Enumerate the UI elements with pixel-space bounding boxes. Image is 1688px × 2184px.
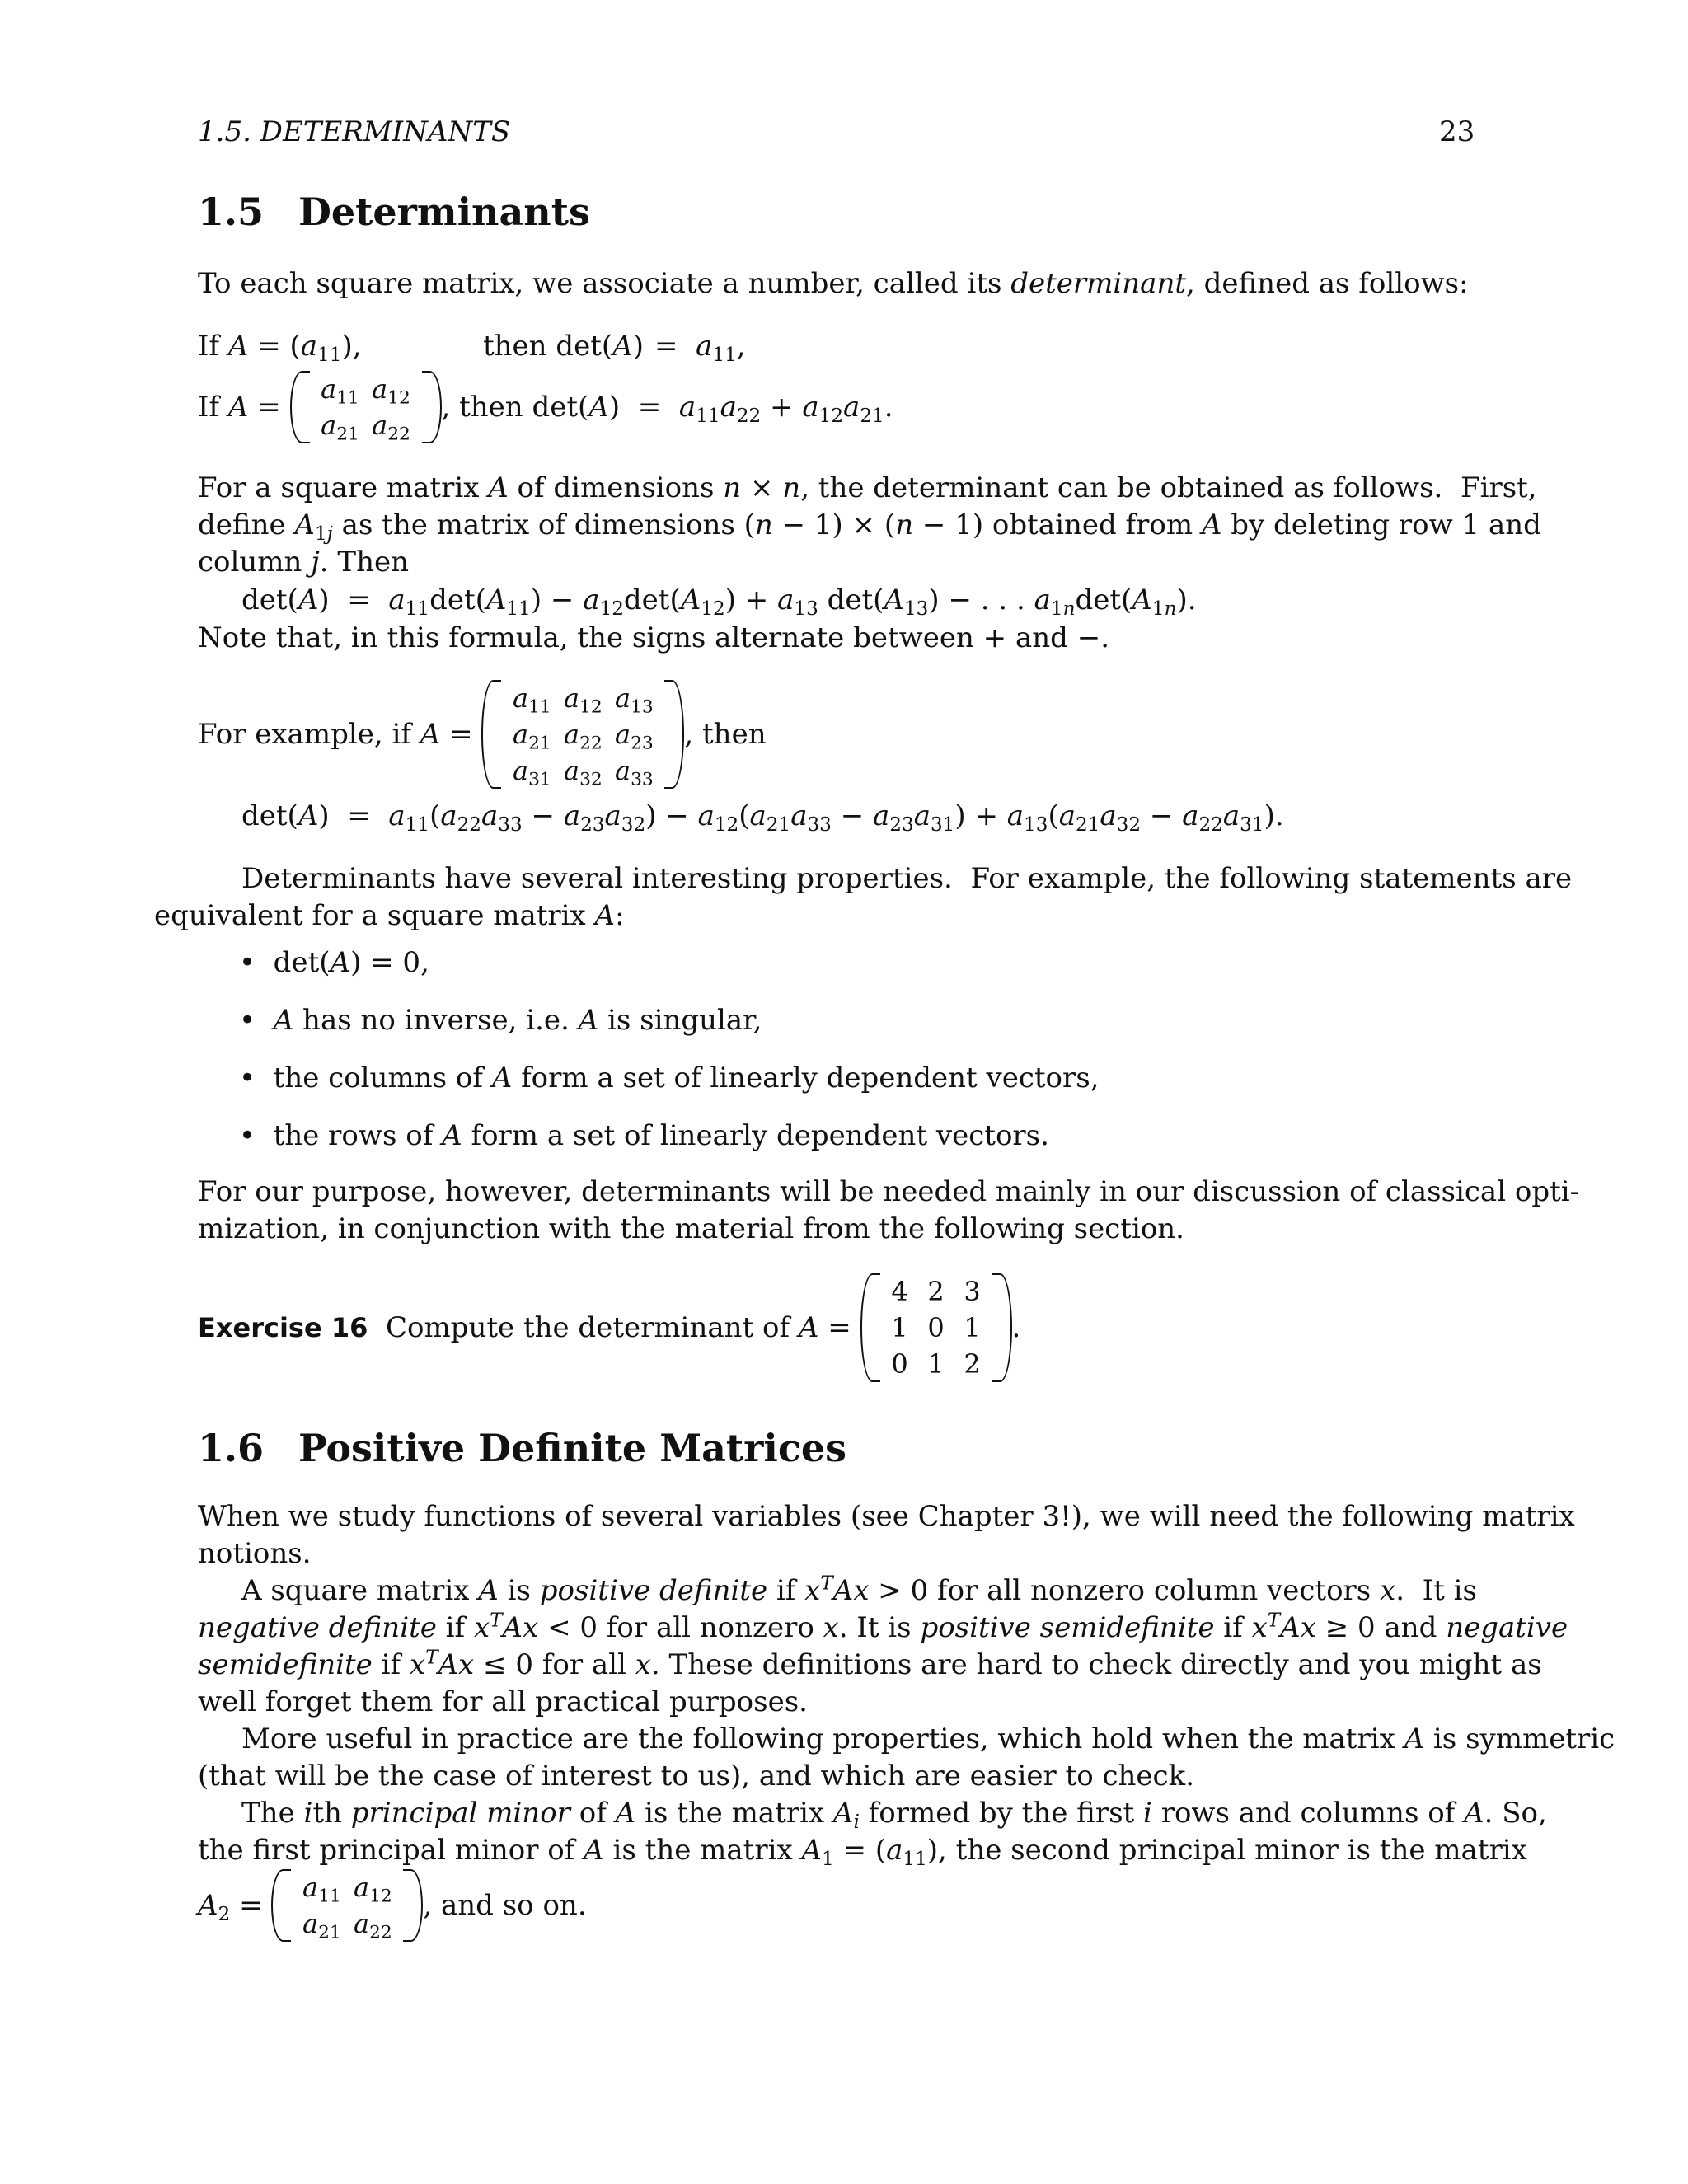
intro-paragraph — [198, 265, 1469, 302]
matrix-entry: 3 — [964, 1276, 981, 1307]
properties-paragraph: Determinants have several interesting properties. For example, the following statements are equivalent for a square matrix A: — [154, 862, 1573, 932]
matrix-3x3 — [481, 680, 684, 789]
section-number: 1.6 — [198, 1426, 265, 1470]
matrix-entry: 1 — [964, 1312, 981, 1343]
useful-paragraph: More useful in practice are the following properties, which hold when the matrix A is symmetric (that will be the case of interest to us), and which are easier to check. — [198, 1722, 1615, 1793]
matrix-entry: 1 — [927, 1348, 945, 1380]
a2-lhs: $A_2$ = — [198, 1888, 272, 1925]
formula-expansion: $\det(A) = a_{11}\det(A_{11}) - a_{12}\det(A_{12}) + a_{13}$ $\det(A_{13})$ − . . . $a_{1n}\det(A_{1n})$. — [241, 583, 1197, 620]
matrix-entry: 0 — [891, 1348, 908, 1380]
matrix-entry: $a_{33}$ — [615, 755, 654, 790]
matrix-entry: 1 — [891, 1312, 908, 1343]
left-paren — [860, 1273, 880, 1382]
definition-1x1: If $A = (a_{11})$, — [198, 330, 362, 366]
matrix-entry: $a_{11}$ — [321, 373, 359, 409]
matrix-entry: $a_{32}$ — [564, 755, 603, 790]
bullet-item: • the columns of A form a set of linearly dependent vectors, — [239, 1062, 1100, 1094]
example-lead: For example, if A = — [198, 717, 482, 751]
purpose-line-2: mization, in conjunction with the material from the following section. — [198, 1212, 1184, 1245]
bullet-item: • A has no inverse, i.e. A is singular, — [239, 1004, 762, 1037]
intro-text: To each square matrix, we associate a number, called its — [198, 267, 1011, 300]
matrix-2x2 — [290, 371, 442, 443]
term-determinant: determinant — [1010, 267, 1186, 300]
left-paren — [271, 1869, 291, 1942]
matrix-entry: 2 — [927, 1276, 945, 1307]
purpose-line-1: For our purpose, however, determinants will be needed mainly in our discussion of classical opti- — [198, 1175, 1580, 1208]
formula-3x3: $\det(A) = a_{11}(a_{22}a_{33} - a_{23}a_{32}) - a_{12}(a_{21}a_{33} - a_{23}a_{31}) + a_{13}(a_{21}a_{32} - a_{22}a_{31})$. — [241, 799, 1284, 836]
a2-tail: , and so on. — [423, 1888, 587, 1922]
sec16-intro — [198, 1498, 1575, 1572]
definition-1x1-rhs: = $a_{11}$, — [654, 330, 746, 366]
bullet-dot: • — [239, 1062, 256, 1094]
note-alternate: Note that, in this formula, the signs alternate between + and −. — [198, 621, 1109, 654]
matrix-entry: $a_{23}$ — [615, 719, 654, 754]
matrix-entry: $a_{11}$ — [513, 682, 551, 718]
running-header: 1.5. DETERMINANTS — [198, 115, 511, 148]
matrix-entry: $a_{22}$ — [564, 719, 603, 754]
purpose-paragraph — [198, 1174, 1579, 1248]
example-3x3 — [198, 680, 767, 789]
exercise-16 — [198, 1273, 1020, 1382]
bullet-item: • the rows of A form a set of linearly dependent vectors. — [239, 1119, 1049, 1152]
section-title: Determinants — [298, 190, 590, 234]
bullet-item: • det(A) = 0, — [239, 946, 429, 979]
matrix-entry: $a_{11}$ — [302, 1872, 341, 1907]
matrix-entry: $a_{21}$ — [513, 719, 551, 754]
matrix-entry: $a_{22}$ — [372, 410, 410, 445]
example-then: , then — [684, 717, 767, 751]
matrix-entry: $a_{12}$ — [353, 1872, 392, 1907]
bullet-dot: • — [239, 1119, 256, 1152]
principal-paragraph: The ith principal minor of A is the matrix $A_i$ formed by the first i rows and columns of A. So, the first principal minor of A is the matrix $A_1 = (a_{11})$, the second principal minor is the matrix — [198, 1797, 1547, 1870]
matrix-entry: 4 — [891, 1276, 908, 1307]
section-title: Positive Definite Matrices — [298, 1426, 847, 1470]
matrix-entry: 2 — [964, 1348, 981, 1380]
exercise-end: . — [1011, 1310, 1021, 1344]
matrix-entry: $a_{21}$ — [302, 1908, 341, 1943]
sec16-intro-line-1: When we study functions of several variables (see Chapter 3!), we will need the following matrix — [198, 1500, 1575, 1533]
definition-2x2 — [198, 371, 893, 443]
exercise-label: Exercise 16 — [198, 1311, 368, 1343]
definition-1x1-then: then det(A) — [483, 330, 645, 363]
a2-definition — [198, 1869, 587, 1942]
matrix-entry: $a_{22}$ — [353, 1908, 392, 1943]
definitions-paragraph: A square matrix A is positive definite if $x^TAx > 0$ for all nonzero column vectors x. It is negative definite if $x^TAx < 0$ for all nonzero x. It is positive semidefinite if $x^TAx \ge 0$ and negative semidefinite if $x^TAx \le 0$ for all x. These definitions are hard to check directly and you might as well forget them for all practical purposes. — [198, 1572, 1568, 1718]
paragraph-nxn: For a square matrix A of dimensions n × n, the determinant can be obtained as follows. First, define $A_{1j}$ as the matrix of dimensions (n − 1) × (n − 1) obtained from A by deleting row 1 and column j. Then — [198, 471, 1541, 579]
matrix-entry: $a_{12}$ — [564, 682, 603, 718]
bullet-dot: • — [239, 1004, 256, 1037]
matrix-entry: $a_{21}$ — [321, 410, 359, 445]
section-number: 1.5 — [198, 190, 265, 234]
matrix-entry: $a_{13}$ — [615, 682, 654, 718]
page-number: 23 — [1439, 115, 1475, 148]
matrix-entry: $a_{31}$ — [513, 755, 551, 790]
intro-text-end: , defined as follows: — [1186, 267, 1469, 300]
matrix-entry: 0 — [927, 1312, 945, 1343]
matrix-entry: $a_{12}$ — [372, 373, 410, 409]
exercise-matrix — [860, 1273, 1012, 1382]
exercise-text: Compute the determinant of A = — [368, 1310, 860, 1344]
section-heading-1-6 — [198, 1426, 846, 1470]
def2-then: , then $\det(A) = a_{11}a_{22} + a_{12}a_{21}$. — [441, 390, 893, 427]
def2-lhs: If A = — [198, 390, 290, 424]
bullet-dot: • — [239, 946, 256, 979]
sec16-intro-line-2: notions. — [198, 1537, 312, 1570]
matrix-a2 — [271, 1869, 423, 1942]
section-heading-1-5 — [198, 190, 590, 234]
left-paren — [481, 680, 501, 789]
